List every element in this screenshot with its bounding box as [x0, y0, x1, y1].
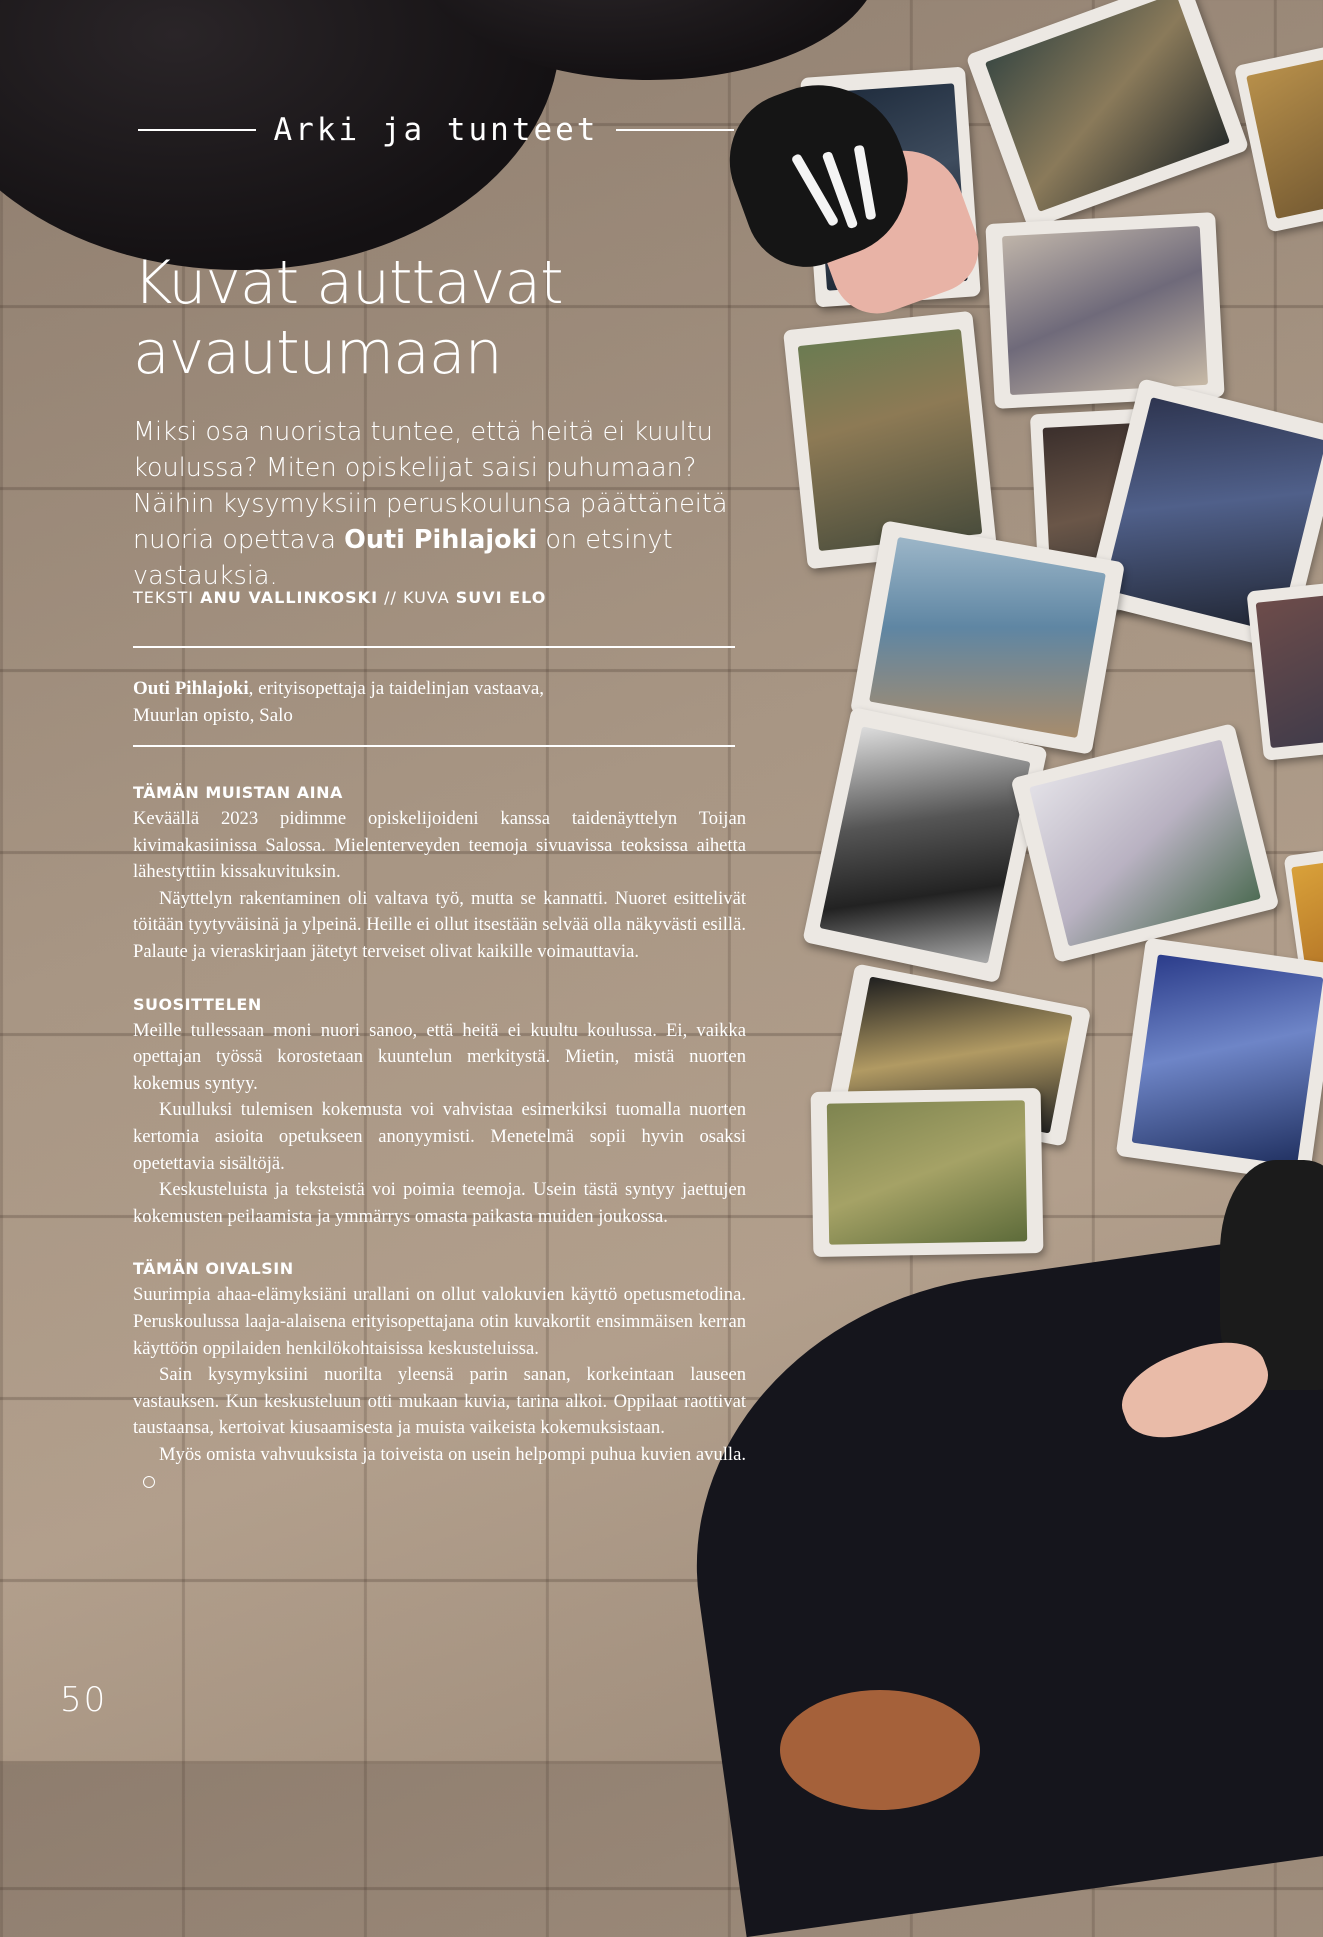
credits-text-label: TEKSTI — [133, 588, 195, 607]
body-paragraph: Sain kysymyksiini nuorilta yleensä parin sanan, korkeintaan lauseen vastauksen. Kun keskusteluun otti mukaan kuvia, tarina alkoi. Oppilaat raottivat taustaansa, kertoivat kiusaamisesta ja muista vaikeista kokemuksistaan. — [133, 1364, 746, 1439]
credits — [133, 588, 546, 607]
body-paragraph: Näyttelyn rakentaminen oli valtava työ, mutta se kannatti. Nuoret esittelivät töitään tyytyväisinä ja ylpeinä. Heille ei ollut itsestään selvää olla näkyvästi esillä. Palaute ja vieraskirjaan jätetyt terveiset olivat kaikille voimauttavia. — [133, 887, 746, 962]
photo-card — [965, 0, 1249, 230]
article-title — [133, 248, 733, 388]
lead-text-after: on etsinyt vastauksia. — [133, 525, 673, 591]
body-paragraph-last — [133, 1442, 746, 1495]
lead-name: Outi Pihlajoki — [344, 525, 538, 555]
section-label-rule-right — [616, 129, 734, 131]
credits-photo-author: SUVI ELO — [455, 588, 547, 607]
section-label-text: Arki ja tunteet — [273, 112, 599, 148]
credits-text-author: ANU VALLINKOSKI — [200, 588, 379, 607]
body-paragraph-last-text: Myös omista vahvuuksista ja toiveista on usein helpompi puhua kuvien avulla. — [159, 1443, 746, 1465]
credits-separator: // — [384, 588, 397, 607]
body-paragraph: Keskusteluista ja teksteistä voi poimia teemoja. Usein tästä syntyy jaettujen kokemusten peilaamista ja ymmärrys omasta paikasta muiden joukossa. — [133, 1179, 746, 1227]
body-paragraph: Meille tullessaan moni nuori sanoo, että heitä ei kuultu koulussa. Ei, vaikka opettajan työssä korostetaan kuuntelun merkitystä. Mietin, mistä nuorten kokemus syntyy. — [133, 1019, 746, 1094]
person-info — [133, 675, 753, 729]
hair-shape — [780, 1690, 980, 1810]
section-label — [138, 112, 734, 148]
section-heading-1: TÄMÄN MUISTAN AINA — [133, 783, 343, 802]
photo-card — [1234, 37, 1323, 232]
person-place: Muurlan opisto, Salo — [133, 705, 293, 726]
article-lead — [133, 414, 763, 594]
section-heading-2: SUOSITTELEN — [133, 994, 262, 1014]
section-heading-3: TÄMÄN OIVALSIN — [133, 1259, 294, 1279]
article-body — [133, 780, 746, 1495]
photo-card — [1116, 938, 1323, 1183]
body-paragraph: Suurimpia ahaa-elämyksiäni urallani on ollut valokuvien käyttö opetusmetodina. Peruskoulussa laaja-alaisena erityisopettajana otin kuvakortit ensimmäisen kerran käyttöön oppilaiden henkilökohtaisissa keskusteluissa. — [133, 1284, 746, 1359]
body-paragraph: Kuulluksi tulemisen kokemusta voi vahvistaa esimerkiksi tuomalla nuorten kertomia asioita opetukseen anonyymisti. Menetelmä sopii hyvin osaksi opetettavia sisältöjä. — [133, 1099, 746, 1174]
photo-card — [811, 1088, 1044, 1257]
photo-card — [985, 212, 1224, 409]
photo-card — [1010, 723, 1279, 963]
title-line-1: Kuvat auttavat — [133, 248, 563, 318]
lead-text-before: Miksi osa nuorista tuntee, että heitä ei kuultu koulussa? Miten opiskelijat saisi puhumaan? Näihin kysymyksiin peruskoulunsa päättäneitä nuoria opettava — [133, 417, 728, 555]
end-mark-icon — [143, 1476, 155, 1488]
title-line-2: avautumaan — [133, 318, 502, 388]
photo-card — [802, 707, 1048, 983]
body-paragraph: Keväällä 2023 pidimme opiskelijoideni kanssa taidenäyttelyn Toijan kivimakasiinissa Salossa. Mielenterveyden teemoja sivuavissa teoksissa aihetta lähestyttiin kissakuvituksin. — [133, 808, 746, 883]
divider-bottom — [133, 745, 735, 747]
divider-top — [133, 646, 735, 648]
section-label-rule-left — [138, 129, 256, 131]
photo-card — [1246, 579, 1323, 761]
credits-photo-label: KUVA — [403, 588, 450, 607]
person-name: Outi Pihlajoki — [133, 678, 249, 699]
page-number: 50 — [60, 1680, 108, 1720]
person-role: , erityisopettaja ja taidelinjan vastaava, — [248, 678, 545, 699]
